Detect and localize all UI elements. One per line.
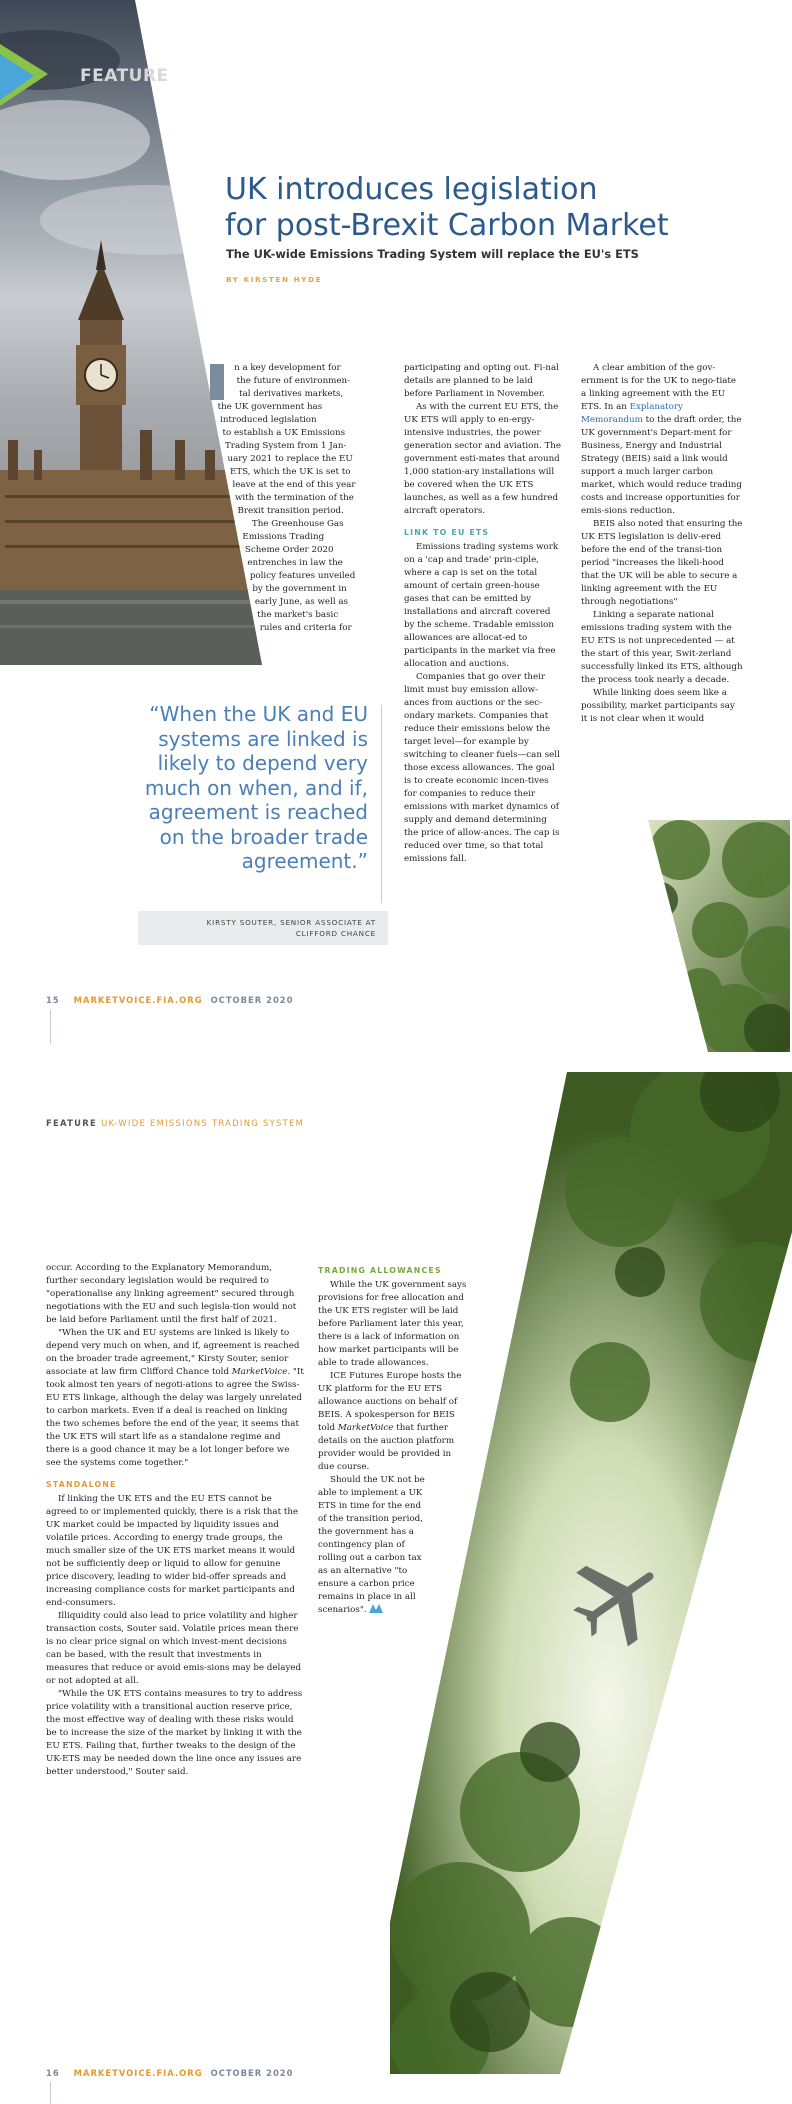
issue-date: OCTOBER 2020 (210, 2068, 294, 2078)
column1-line: uary 2021 to replace the EU (227, 454, 353, 464)
paragraph-text: ICE Futures Europe hosts the UK platform for the EU ETS allowance auctions on behalf of BEIS. A spokesperson for BEIS told (318, 1371, 462, 1433)
paragraph-text: that further details on the auction platform provider would be provided in due course. (318, 1423, 455, 1472)
column1-line: n a key development for (234, 363, 341, 373)
marketvoice-end-icon (367, 1605, 384, 1615)
column1-line: policy features unveiled (249, 571, 356, 581)
column1-line: Scheme Order 2020 (244, 545, 334, 555)
paragraph: Linking a separate national emissions trading system with the EU ETS is not unprecedented — at the start of this year, Swit-zerland successfully linked its ETS, although the process took nearly a decade. (581, 610, 743, 685)
page-number: 16 (46, 2068, 60, 2078)
byline: BY KIRSTEN HYDE (226, 275, 323, 284)
column1-line: tal derivatives markets, (239, 389, 344, 399)
column1-line: the market's basic (257, 610, 339, 620)
explanatory-memorandum-link[interactable]: Explanatory Memorandum (581, 402, 683, 425)
column1-line: Trading System from 1 Jan- (225, 441, 347, 451)
paragraph-line: Should the UK not be (330, 1475, 425, 1485)
paragraph-line: of the transition period, (318, 1514, 423, 1524)
paragraph-line: ETS in time for the end (318, 1501, 422, 1511)
paragraph-text: to the draft order, the UK government's Depart-ment for Business, Energy and Industrial Strategy (BEIS) said a link would support a much larger carbon market, which would reduce trading costs and increase opportunities for emis-sions reduction. (581, 415, 742, 516)
paragraph-line: remains in place in all (318, 1592, 416, 1602)
paragraph: Companies that go over their limit must buy emission allow-ances from auctions or the sec-ondary markets. Companies that reduce their emissions below the target level—for example by switching to cleaner fuels—can sell those excess allowances. The goal is to create economic incen-tives for companies to reduce their emissions with market dynamics of supply and demand determining the price of allow-ances. The cap is reduced over time, so that total emissions fall. (404, 672, 560, 864)
folio-rule (50, 2082, 51, 2104)
headline-line1: UK introduces legislation (225, 172, 598, 207)
section-heading-trading-allowances: TRADING ALLOWANCES (318, 1266, 442, 1275)
paragraph: While the UK government says provisions for free allocation and the UK ETS register will be laid before Parliament later this year, there is a lack of information on how market participants will be able to trade allowances. (318, 1280, 467, 1368)
paragraph-line: contingency plan of (318, 1540, 405, 1550)
column1-line: the future of environmen- (236, 376, 351, 386)
column1-line: ETS, which the UK is set to (229, 467, 351, 477)
site-link[interactable]: MARKETVOICE.FIA.ORG (73, 995, 203, 1005)
paragraph: occur. According to the Explanatory Memorandum, further secondary legislation would be required to "operationalise any linking agreement" secured through negotiations with the EU and such legisla-tion would not be laid before Parliament until the first half of 2021. (46, 1263, 297, 1325)
column1-line: Brexit transition period. (237, 506, 344, 516)
header-section: FEATURE (46, 1118, 98, 1128)
paragraph-text: . "It took almost ten years of negoti-ations to agree the Swiss-EU ETS linkage, although the delay was largely unrelated to carbon markets. Even if a deal is reached on linking the two schemes before the end of the year, it seems that the UK ETS will start life as a standalone regime and there is a good chance it may be a lot longer before we see the systems come together." (46, 1367, 304, 1468)
column1-line: Emissions Trading (242, 532, 325, 542)
paragraph: BEIS also noted that ensuring the UK ETS legislation is deliv-ered before the end of the transi-tion period "increases the likeli-hood that the UK will be able to secure a linking agreement with the EU through negotiations" (581, 519, 743, 607)
column1-line: rules and criteria for (259, 623, 352, 633)
headline (225, 172, 675, 244)
column1-line: to establish a UK Emissions (222, 428, 346, 438)
feature-chevron-icon (0, 44, 48, 114)
pull-quote-attribution (138, 911, 388, 945)
page-folio (46, 2068, 293, 2078)
running-header (46, 1118, 304, 1128)
column1-line: introduced legislation (220, 415, 317, 425)
paragraph-ragged (318, 1474, 470, 1617)
column1-line: by the government in (252, 584, 347, 594)
article-column-3 (581, 362, 743, 726)
page-16 (0, 1052, 792, 2104)
attribution-line1: KIRSTY SOUTER, SENIOR ASSOCIATE AT (206, 918, 376, 927)
paragraph-line: as an alternative "to (318, 1566, 408, 1576)
article-column-2 (404, 362, 562, 866)
paragraph-line: the government has a (318, 1527, 414, 1537)
paragraph: Illiquidity could also lead to price volatility and higher transaction costs, Souter said. Volatile prices mean there is no clear price signal on which invest-ment decisions can be based, with the result that investments in measures that reduce or avoid emis-sions may be delayed or not adopted at all. (46, 1611, 302, 1686)
section-heading-standalone: STANDALONE (46, 1480, 117, 1489)
column1-line: leave at the end of this year (232, 480, 356, 490)
page-number: 15 (46, 995, 60, 1005)
paragraph: If linking the UK ETS and the EU ETS cannot be agreed to or implemented quickly, there is a risk that the UK market could be impacted by liquidity issues and volatile prices. According to energy trade groups, the much smaller size of the UK ETS market means it would not be sufficiently deep or liquid to allow for genuine price discovery, leading to wider bid-offer spreads and increasing compliance costs for market participants and end-consumers. (46, 1494, 299, 1608)
paragraph-line: ensure a carbon price (318, 1579, 415, 1589)
paragraph: participating and opting out. Fi-nal details are planned to be laid before Parliament in November. (404, 363, 559, 399)
section-label: FEATURE (80, 66, 169, 86)
column1-line: entrenches in law the (247, 558, 343, 568)
page-folio (46, 995, 293, 1005)
publication-name: MarketVoice (231, 1367, 288, 1377)
paragraph: While linking does seem like a possibility, market participants say it is not clear when it would (581, 688, 735, 724)
folio-rule (50, 1010, 51, 1044)
drop-cap (210, 364, 224, 400)
paragraph: "While the UK ETS contains measures to try to address price volatility with a transitional auction reserve price, the most effective way of dealing with these risks would be to increase the size of the market by linking it with the EU ETS. Failing that, further tweaks to the design of the UK-ETS may be needed down the line once any issues are better understood," Souter said. (46, 1689, 303, 1777)
issue-date: OCTOBER 2020 (210, 995, 294, 1005)
paragraph-text: "When the UK and EU systems are linked is likely to depend very much on when, and if, agreement is reached on the broader trade agreement," Kirsty Souter, senior associate at law firm Clifford Chance told (46, 1328, 300, 1377)
paragraph-line: able to implement a UK (318, 1488, 423, 1498)
section-heading-link-to-eu-ets: LINK TO EU ETS (404, 528, 490, 537)
site-link[interactable]: MARKETVOICE.FIA.ORG (73, 2068, 203, 2078)
column1-line: early June, as well as (254, 597, 349, 607)
column1-line: the UK government has (217, 402, 323, 412)
header-topic: UK-WIDE EMISSIONS TRADING SYSTEM (101, 1118, 305, 1128)
column1-line: with the termination of the (234, 493, 354, 503)
article-column-right (318, 1264, 470, 1617)
attribution-line2: CLIFFORD CHANCE (295, 929, 376, 938)
paragraph: Emissions trading systems work on a 'cap and trade' prin-ciple, where a cap is set on the total amount of certain green-house gases that can be emitted by installations and aircraft covered by the scheme. Tradable emission allowances are allocat-ed to participants in the market via free allocation and auctions. (404, 542, 559, 669)
paragraph: As with the current EU ETS, the UK ETS will apply to en-ergy-intensive industries, the power generation sector and aviation. The government esti-mates that around 1,000 station-ary installations will be covered when the UK ETS launches, as well as a few hundred aircraft operators. (404, 402, 562, 516)
paragraph-text: A clear ambition of the gov-ernment is for the UK to nego-tiate a linking agreement with the EU ETS. In an (581, 363, 737, 412)
pull-quote-divider (381, 705, 382, 903)
subhead: The UK-wide Emissions Trading System will replace the EU's ETS (226, 247, 639, 261)
headline-line2: for post-Brexit Carbon Market (225, 208, 669, 243)
paragraph-line: rolling out a carbon tax (318, 1553, 422, 1563)
article-column-left (46, 1262, 304, 1779)
publication-name: MarketVoice (337, 1423, 394, 1433)
pull-quote: “When the UK and EU systems are linked is likely to depend very much on when, and if, agreement is reached on the broader trade agreement.” (144, 702, 368, 873)
column1-line: The Greenhouse Gas (251, 519, 344, 529)
paragraph-line: scenarios". (318, 1604, 470, 1617)
